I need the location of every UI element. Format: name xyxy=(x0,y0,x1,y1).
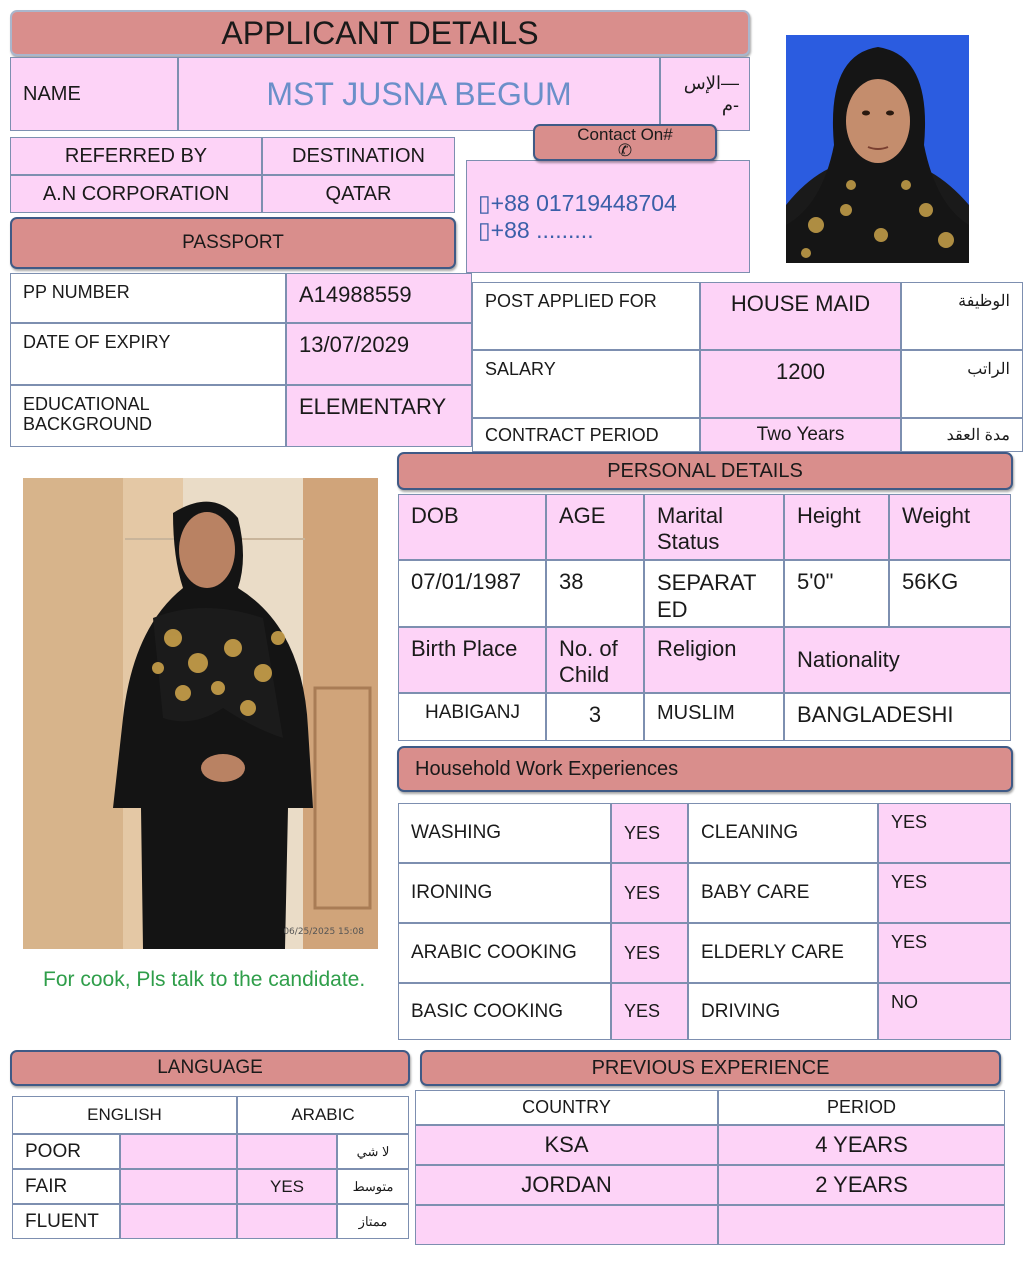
applicant-name: MST JUSNA BEGUM xyxy=(178,57,660,131)
arabic-level-label: لا شي xyxy=(337,1134,409,1169)
skill-value: YES xyxy=(878,863,1011,923)
period-column-label: PERIOD xyxy=(718,1090,1005,1125)
level-label: FAIR xyxy=(12,1169,120,1204)
destination-label: DESTINATION xyxy=(262,137,455,175)
experience-period: 2 YEARS xyxy=(718,1165,1005,1205)
referred-by-value: A.N CORPORATION xyxy=(10,175,262,213)
contact-header xyxy=(533,124,717,161)
household-header: Household Work Experiences xyxy=(397,746,1013,792)
referred-by-label: REFERRED BY xyxy=(10,137,262,175)
marital-label-text: Marital Status xyxy=(657,503,724,554)
children-value: 3 xyxy=(546,693,644,741)
salary-arabic: الراتب xyxy=(901,350,1023,418)
english-level-value xyxy=(120,1204,237,1239)
skill-value: YES xyxy=(611,923,688,983)
contract-value: Two Years xyxy=(700,418,901,452)
education-label xyxy=(10,385,286,447)
level-label: POOR xyxy=(12,1134,120,1169)
previous-experience-header: PREVIOUS EXPERIENCE xyxy=(420,1050,1001,1086)
expiry-value: 13/07/2029 xyxy=(286,323,472,385)
marital-label xyxy=(644,494,784,560)
country-column-label: COUNTRY xyxy=(415,1090,718,1125)
name-arabic-line1: الإس— xyxy=(683,73,739,93)
passport-photo xyxy=(786,35,969,263)
skill-label: CLEANING xyxy=(688,803,878,863)
language-header: LANGUAGE xyxy=(10,1050,410,1086)
age-value: 38 xyxy=(546,560,644,627)
skill-label: WASHING xyxy=(398,803,611,863)
full-body-photo xyxy=(23,478,378,949)
phone-2[interactable]: +88 ......... xyxy=(490,217,594,243)
skill-value: YES xyxy=(611,803,688,863)
experience-country xyxy=(415,1205,718,1245)
marital-value: SEPARATED xyxy=(644,560,784,627)
phone-glyph: ▯ xyxy=(478,217,491,243)
english-level-value xyxy=(120,1134,237,1169)
arabic-column-label: ARABIC xyxy=(237,1096,409,1134)
cook-note: For cook, Pls talk to the candidate. xyxy=(43,968,366,991)
contact-phones xyxy=(478,190,677,244)
skill-label: BABY CARE xyxy=(688,863,878,923)
skill-value: YES xyxy=(611,863,688,923)
page-title: APPLICANT DETAILS xyxy=(10,10,750,56)
post-arabic: الوظيفة xyxy=(901,282,1023,350)
experience-country: JORDAN xyxy=(415,1165,718,1205)
religion-label: Religion xyxy=(644,627,784,693)
skill-value: YES xyxy=(611,983,688,1040)
expiry-label: DATE OF EXPIRY xyxy=(10,323,286,385)
pp-number-value: A14988559 xyxy=(286,273,472,323)
post-value: HOUSE MAID xyxy=(700,282,901,350)
weight-value: 56KG xyxy=(889,560,1011,627)
experience-country: KSA xyxy=(415,1125,718,1165)
personal-details-header: PERSONAL DETAILS xyxy=(397,452,1013,490)
contract-label: CONTRACT PERIOD xyxy=(472,418,700,452)
skill-value: YES xyxy=(878,803,1011,863)
experience-period: 4 YEARS xyxy=(718,1125,1005,1165)
religion-value: MUSLIM xyxy=(644,693,784,741)
name-label: NAME xyxy=(10,57,178,131)
name-arabic-label xyxy=(660,57,750,131)
phone-icon: ✆ xyxy=(617,140,633,160)
phone-1[interactable]: +88 01719448704 xyxy=(490,190,677,216)
height-label: Height xyxy=(784,494,889,560)
salary-label: SALARY xyxy=(472,350,700,418)
weight-label: Weight xyxy=(889,494,1011,560)
height-value: 5'0" xyxy=(784,560,889,627)
phone-glyph: ▯ xyxy=(478,190,491,216)
nationality-value: BANGLADESHI xyxy=(784,693,1011,741)
skill-label: ARABIC COOKING xyxy=(398,923,611,983)
skill-label: DRIVING xyxy=(688,983,878,1040)
name-arabic-line2: م- xyxy=(721,95,739,115)
experience-period xyxy=(718,1205,1005,1245)
pp-number-label: PP NUMBER xyxy=(10,273,286,323)
arabic-level-value xyxy=(237,1204,337,1239)
salary-value: 1200 xyxy=(700,350,901,418)
nationality-label: Nationality xyxy=(784,627,1011,693)
contact-title: Contact On# xyxy=(577,124,673,144)
skill-label: BASIC COOKING xyxy=(398,983,611,1040)
skill-label: IRONING xyxy=(398,863,611,923)
arabic-level-label: متوسط xyxy=(337,1169,409,1204)
passport-header: PASSPORT xyxy=(10,217,456,269)
dob-label: DOB xyxy=(398,494,546,560)
birthplace-value: HABIGANJ xyxy=(398,693,546,741)
post-label: POST APPLIED FOR xyxy=(472,282,700,350)
photo-timestamp: 06/25/2025 15:08 xyxy=(283,927,364,937)
skill-value: YES xyxy=(878,923,1011,983)
english-level-value xyxy=(120,1169,237,1204)
destination-value: QATAR xyxy=(262,175,455,213)
education-value: ELEMENTARY xyxy=(286,385,472,447)
english-column-label: ENGLISH xyxy=(12,1096,237,1134)
arabic-level-label: ممتاز xyxy=(337,1204,409,1239)
skill-value: NO xyxy=(878,983,1011,1040)
dob-value: 07/01/1987 xyxy=(398,560,546,627)
arabic-level-value xyxy=(237,1134,337,1169)
children-label: No. of Child xyxy=(546,627,644,693)
arabic-level-value: YES xyxy=(237,1169,337,1204)
level-label: FLUENT xyxy=(12,1204,120,1239)
birthplace-label: Birth Place xyxy=(398,627,546,693)
education-label-text: EDUCATIONAL BACKGROUND xyxy=(23,394,153,434)
skill-label: ELDERLY CARE xyxy=(688,923,878,983)
contract-arabic: مدة العقد xyxy=(901,418,1023,452)
age-label: AGE xyxy=(546,494,644,560)
